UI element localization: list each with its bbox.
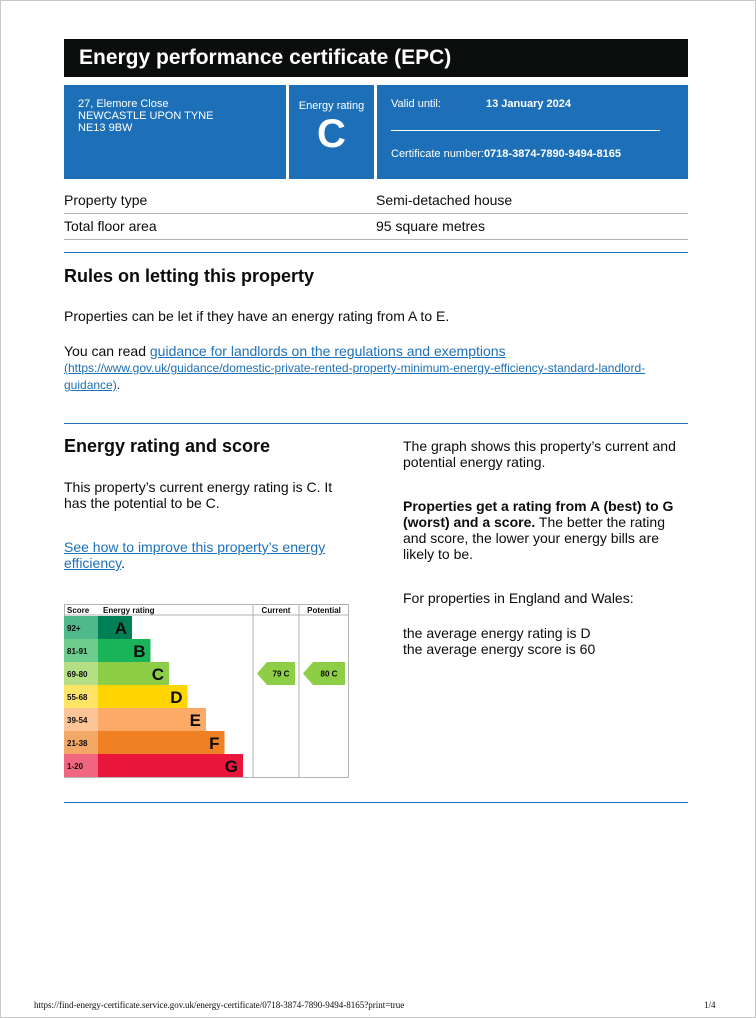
rating-letter-f: F — [209, 734, 220, 753]
rating-letter-b: B — [133, 642, 146, 661]
energy-rating-chart — [64, 604, 349, 778]
address-line-2: NEWCASTLE UPON TYNE — [78, 110, 214, 122]
guidance-suffix: . — [116, 378, 121, 392]
valid-until-date: 13 January 2024 — [486, 98, 572, 110]
score-range-g: 1-20 — [67, 762, 84, 771]
graph-description: The graph shows this property’s current and potential energy rating. — [403, 438, 676, 470]
letting-heading: Rules on letting this property — [64, 266, 315, 286]
score-range-c: 69-80 — [67, 670, 88, 679]
rating-letter-a: A — [114, 619, 127, 638]
property-type-label: Property type — [64, 192, 148, 208]
guidance-link[interactable]: guidance for landlords on the regulations and exemptions — [149, 343, 506, 359]
section-divider — [64, 802, 688, 803]
score-range-d: 55-68 — [67, 693, 88, 702]
letting-guidance — [64, 343, 688, 393]
energy-rating-letter: C — [317, 112, 346, 156]
rating-letter-e: E — [189, 711, 201, 730]
current-rating-label: 79 C — [272, 669, 290, 679]
current-rating-text: This property’s current energy rating is C. It has the potential to be C. — [64, 479, 333, 511]
score-range-b: 81-91 — [67, 647, 88, 656]
rating-bar-g — [98, 754, 243, 777]
rating-letter-g: G — [224, 757, 238, 776]
energy-rating-header: Energy rating — [103, 606, 155, 615]
page-title: Energy performance certificate (EPC) — [64, 39, 688, 77]
certificate-number-label: Certificate number: — [391, 148, 484, 160]
address-line-1: 27, Elemore Close — [78, 98, 169, 110]
energy-rating-label: Energy rating — [298, 100, 365, 112]
rating-letter-d: D — [170, 688, 183, 707]
score-header: Score — [67, 606, 90, 615]
letting-text: Properties can be let if they have an energy rating from A to E. — [64, 308, 450, 324]
rating-explanation-rest: The better the rating and score, the lower your energy bills are likely to be. — [403, 514, 665, 562]
guidance-prefix: You can read — [64, 343, 150, 359]
footer-url: https://find-energy-certificate.service.gov.uk/energy-certificate/0718-3874-7890-9494-8165?print=true — [34, 1000, 405, 1010]
validity-box — [377, 85, 688, 179]
average-rating-text: the average energy rating is D — [403, 625, 591, 641]
score-range-f: 21-38 — [67, 739, 88, 748]
rating-bar-f — [98, 731, 225, 754]
section-divider — [64, 252, 688, 253]
improve-suffix: . — [121, 555, 125, 571]
property-type-row — [64, 187, 688, 214]
valid-until-label: Valid until: — [391, 98, 441, 110]
energy-rating-chart-svg — [64, 604, 349, 778]
england-wales-text: For properties in England and Wales: — [403, 590, 634, 606]
improve-paragraph — [64, 539, 354, 571]
certificate-number: 0718-3874-7890-9494-8165 — [483, 148, 621, 160]
potential-header: Potential — [307, 606, 341, 615]
average-score-text: the average energy score is 60 — [403, 641, 596, 657]
certificate-number-row — [391, 148, 621, 160]
score-range-e: 39-54 — [67, 716, 88, 725]
score-range-a: 92+ — [67, 624, 81, 633]
energy-rating-box — [289, 85, 374, 179]
current-header: Current — [261, 606, 291, 615]
section-divider — [64, 423, 688, 424]
improve-efficiency-link[interactable]: See how to improve this property’s energy efficiency — [64, 539, 326, 571]
address-box — [64, 85, 286, 179]
floor-area-label: Total floor area — [64, 218, 157, 234]
potential-rating-label: 80 C — [320, 669, 338, 679]
guidance-url-link[interactable]: (https://www.gov.uk/guidance/domestic-private-rented-property-minimum-energy-efficiency-standard-landlord-guidance) — [64, 361, 646, 392]
rating-letter-c: C — [151, 665, 164, 684]
score-heading: Energy rating and score — [64, 436, 271, 456]
rating-explanation — [403, 498, 688, 562]
rating-explanation-bold: Properties get a rating from A (best) to G (worst) and a score. — [403, 498, 674, 530]
validity-divider — [391, 130, 660, 131]
floor-area-row — [64, 213, 688, 240]
property-type-value: Semi-detached house — [376, 192, 513, 208]
address-line-3: NE13 9BW — [78, 122, 133, 134]
floor-area-value: 95 square metres — [376, 218, 485, 234]
footer-page-number: 1/4 — [704, 1000, 716, 1010]
